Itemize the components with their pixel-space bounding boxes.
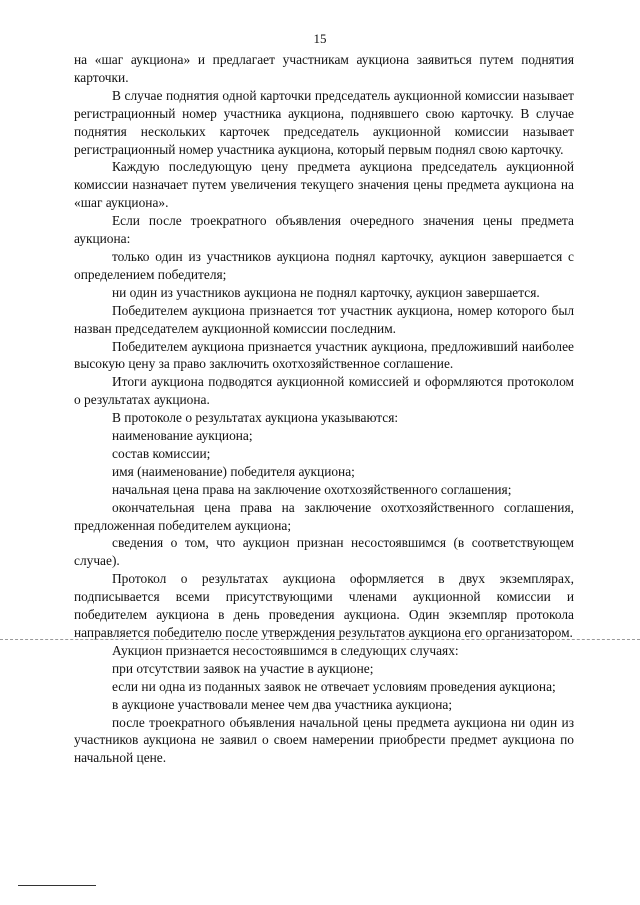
paragraph: Итоги аукциона подводятся аукционной комиссией и оформляются протоколом о результатах аукциона.: [74, 374, 574, 408]
paragraph: Победителем аукциона признается тот участник аукциона, номер которого был назван председателем аукционной комиссии последним.: [74, 302, 574, 336]
paragraph: В протоколе о результатах аукциона указываются:: [112, 410, 399, 426]
list-item: только один из участников аукциона поднял карточку, аукцион завершается с определением победителя;: [74, 248, 574, 282]
list-item: имя (наименование) победителя аукциона;: [112, 463, 355, 479]
paragraph: В случае поднятия одной карточки председатель аукционной комиссии называет регистрационный номер участника аукциона, поднявшего свою карточку. В случае поднятия нескольких карточек председатель аукционной комиссии называет регистрационный номер участника аукциона, который первым поднял свою карточку.: [74, 87, 574, 157]
list-item: если ни одна из поданных заявок не отвечает условиям проведения аукциона;: [112, 678, 556, 694]
paragraph: на «шаг аукциона» и предлагает участникам аукциона заявиться путем поднятия карточки.: [74, 52, 574, 85]
list-item: при отсутствии заявок на участие в аукционе;: [112, 660, 374, 676]
paragraph: Аукцион признается несостоявшимся в следующих случаях:: [112, 642, 459, 658]
paragraph: Каждую последующую цену предмета аукциона председатель аукционной комиссии назначает путем увеличения текущего значения цены предмета аукциона на «шаг аукциона».: [74, 159, 574, 211]
paragraph: Если после троекратного объявления очередного значения цены предмета аукциона:: [74, 213, 574, 247]
page-number: 15: [313, 31, 327, 46]
footer-rule: [18, 885, 96, 886]
fold-line: [0, 639, 640, 640]
list-item: наименование аукциона;: [112, 428, 253, 444]
list-item: ни один из участников аукциона не поднял карточку, аукцион завершается.: [112, 284, 540, 300]
paragraph: Победителем аукциона признается участник аукциона, предложивший наиболее высокую цену за право заключить охотхозяйственное соглашение.: [74, 338, 574, 372]
list-item: после троекратного объявления начальной цены предмета аукциона ни один из участников аукциона не заявил о своем намерении приобрести предмет аукциона по начальной цене.: [74, 714, 574, 766]
document-body: [74, 51, 574, 767]
list-item: в аукционе участвовали менее чем два участника аукциона;: [112, 696, 453, 712]
list-item: начальная цена права на заключение охотхозяйственного соглашения;: [112, 481, 512, 497]
list-item: окончательная цена права на заключение охотхозяйственного соглашения, предложенная победителем аукциона;: [74, 499, 574, 533]
list-item: состав комиссии;: [112, 445, 211, 461]
list-item: сведения о том, что аукцион признан несостоявшимся (в соответствующем случае).: [74, 535, 574, 569]
paragraph: Протокол о результатах аукциона оформляется в двух экземплярах, подписывается всеми присутствующими членами аукционной комиссии и победителем аукциона в день проведения аукциона. Один экземпляр протокола направляется победителю после утверждения результатов аукциона его организатором.: [74, 571, 574, 640]
